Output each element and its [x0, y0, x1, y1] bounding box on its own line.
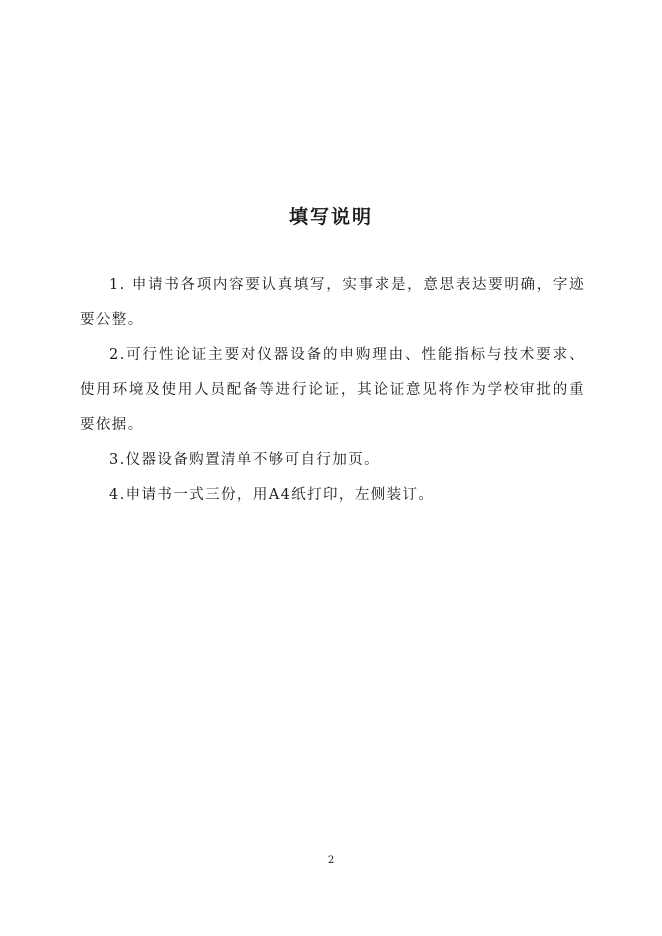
instruction-item-3: 3.仪器设备购置清单不够可自行加页。	[109, 452, 381, 468]
instruction-item-4: 4.申请书一式三份，用A4纸打印，左侧装订。	[109, 487, 435, 503]
instructions-body	[80, 268, 585, 513]
page-number: 2	[327, 855, 335, 866]
page-title: 填写说明	[288, 206, 373, 228]
instruction-item-1: 1. 申请书各项内容要认真填写，实事求是，意思表达要明确，字迹要公整。	[80, 277, 585, 328]
instruction-item-2: 2.可行性论证主要对仪器设备的申购理由、性能指标与技术要求、使用环境及使用人员配备等进行论证，其论证意见将作为学校审批的重要依据。	[80, 347, 585, 433]
